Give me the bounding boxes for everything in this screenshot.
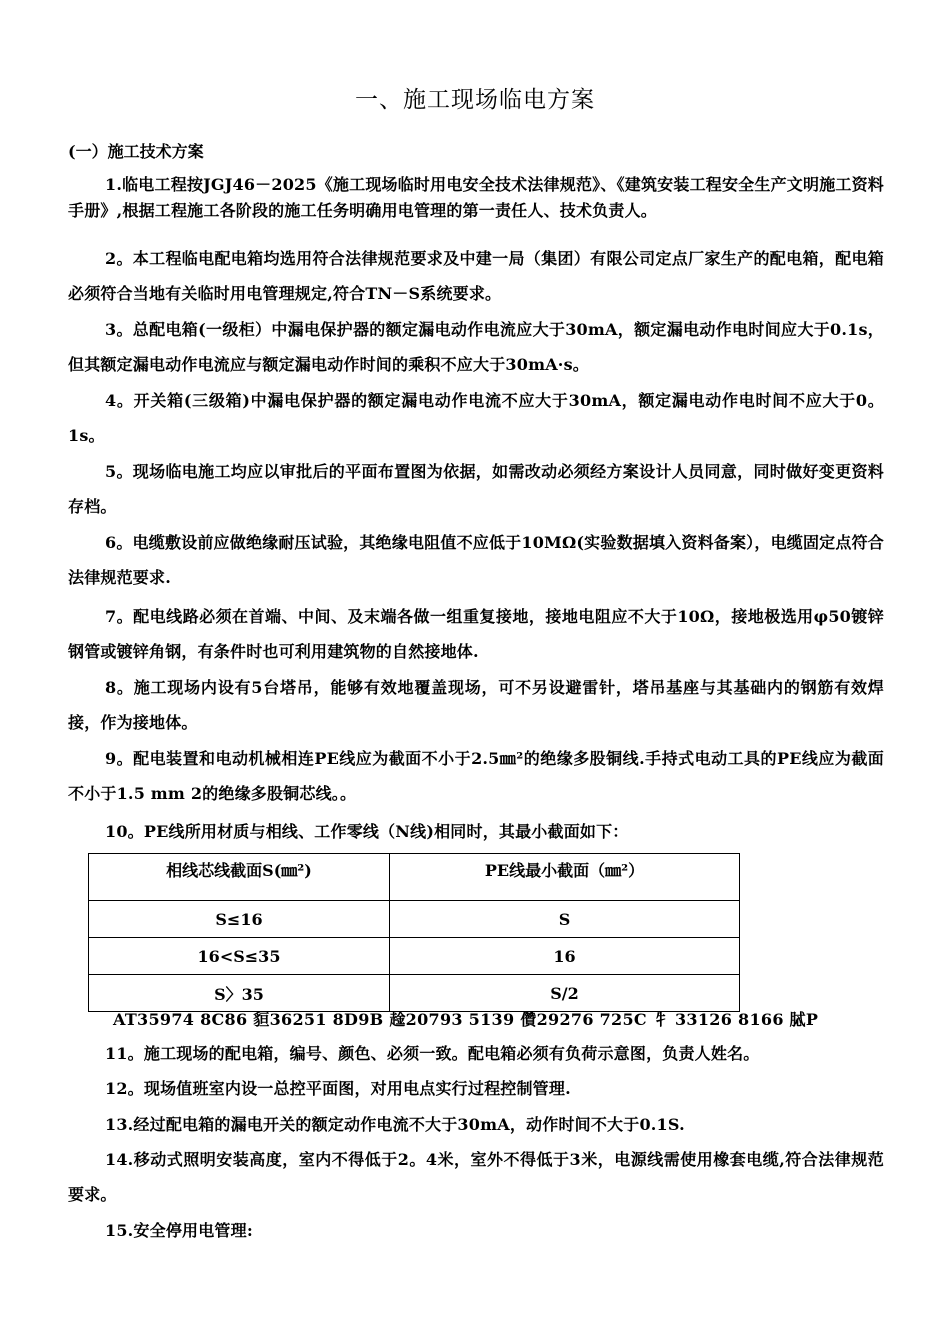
- paragraph-13: 13.经过配电箱的漏电开关的额定动作电流不大于30mA，动作时间不大于0.1S.: [105, 1115, 685, 1134]
- paragraph-1: 1.临电工程按JGJ46－2025《施工现场临时用电安全技术法律规范》、《建筑安装工程安全生产文明施工资料手册》,根据工程施工各阶段的施工任务明确用电管理的第一责任人、技术负责人。: [68, 175, 884, 220]
- paragraph-9: 9。配电装置和电动机械相连PE线应为截面不小于2.5㎜²的绝缘多股铜线.手持式电动工具的PE线应为截面不小于1.5 mm 2的绝缘多股铜芯线。。: [68, 749, 884, 803]
- paragraph-7: 7。配电线路必须在首端、中间、及末端各做一组重复接地，接地电阻应不大于10Ω，接地极选用φ50镀锌钢管或镀锌角钢，有条件时也可利用建筑物的自然接地体.: [68, 607, 884, 661]
- table-row: [89, 938, 740, 975]
- paragraph-6: 6。电缆敷设前应做绝缘耐压试验，其绝缘电阻值不应低于10MΩ(实验数据填入资料备案），电缆固定点符合法律规范要求.: [68, 533, 884, 587]
- table-row: [89, 901, 740, 938]
- paragraph-14: 14.移动式照明安装高度，室内不得低于2。4米，室外不得低于3米，电源线需使用橡套电缆,符合法律规范要求。: [68, 1150, 884, 1204]
- table-header-row: [89, 854, 740, 901]
- paragraph-12: 12。现场值班室内设一总控平面图，对用电点实行过程控制管理.: [105, 1079, 571, 1098]
- paragraph-15: 15.安全停用电管理:: [105, 1221, 253, 1240]
- table-cell: 16<S≤35: [89, 938, 390, 975]
- section-heading: (一）施工技术方案: [68, 142, 204, 161]
- table-cell: S≤16: [89, 901, 390, 938]
- pe-cross-section-table: [88, 853, 740, 1012]
- table-cell: S: [390, 901, 740, 938]
- garbled-code-line: AT35974 8C86 貆36251 8D9B 趛20793 5139 儹29276 725C 牜 33126 8166 脦P: [113, 1010, 819, 1029]
- table-header-cell: PE线最小截面（㎜²）: [390, 854, 740, 901]
- table-header-cell: 相线芯线截面S(㎜²): [89, 854, 390, 901]
- table-cell: S/2: [390, 975, 740, 1012]
- paragraph-4: 4。开关箱(三级箱)中漏电保护器的额定漏电动作电流不应大于30mA，额定漏电动作电时间不应大于0。1s。: [68, 391, 884, 445]
- paragraph-11: 11。施工现场的配电箱，编号、颜色、必须一致。配电箱必须有负荷示意图，负责人姓名。: [105, 1044, 760, 1063]
- paragraph-8: 8。施工现场内设有5台塔吊，能够有效地覆盖现场，可不另设避雷针，塔吊基座与其基础内的钢筋有效焊接，作为接地体。: [68, 678, 884, 732]
- table-row: [89, 975, 740, 1012]
- page-title: 一、施工现场临电方案: [355, 87, 595, 113]
- paragraph-3: 3。总配电箱(一级柜）中漏电保护器的额定漏电动作电流应大于30mA，额定漏电动作电时间应大于0.1s，但其额定漏电动作电流应与额定漏电动作时间的乘积不应大于30mA·s。: [68, 320, 884, 374]
- paragraph-10: 10。PE线所用材质与相线、工作零线（N线)相同时，其最小截面如下：: [105, 822, 629, 841]
- paragraph-5: 5。现场临电施工均应以审批后的平面布置图为依据，如需改动必须经方案设计人员同意，同时做好变更资料存档。: [68, 462, 884, 516]
- paragraph-2: 2。本工程临电配电箱均选用符合法律规范要求及中建一局（集团）有限公司定点厂家生产的配电箱，配电箱必须符合当地有关临时用电管理规定,符合TN－S系统要求。: [68, 249, 884, 303]
- table-cell: 16: [390, 938, 740, 975]
- table-cell: S〉35: [89, 975, 390, 1012]
